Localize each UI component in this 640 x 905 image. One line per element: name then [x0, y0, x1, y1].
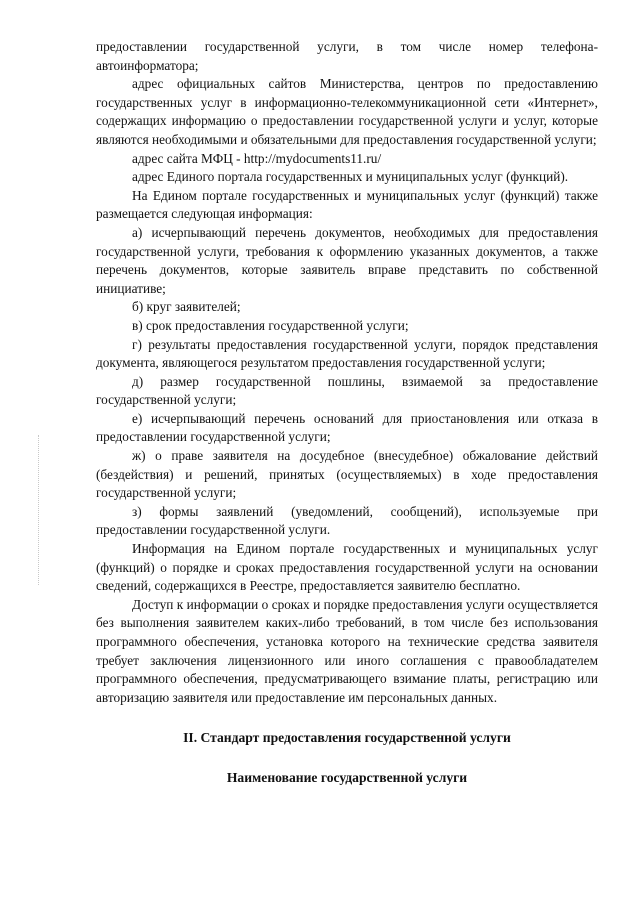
paragraph: а) исчерпывающий перечень документов, необходимых для предоставления государственной услуги, требования к оформлению указанных документов, а также перечень документов, которые заявитель вправе представить по собственной инициативе; — [96, 224, 598, 296]
paragraph: б) круг заявителей; — [132, 299, 241, 315]
paragraph: д) размер государственной пошлины, взимаемой за предоставление государственной услуги; — [96, 373, 598, 408]
paragraph: в) срок предоставления государственной услуги; — [132, 317, 409, 333]
paragraph: предоставлении государственной услуги, в том числе номер телефона-автоинформатора; — [96, 39, 598, 73]
paragraph: адрес официальных сайтов Министерства, центров по предоставлению государственных услуг в информационно-телекоммуникационной сети «Интернет», содержащих информацию о предоставлении государственной услуги и услуг, которые являются необходимыми и обязательными для предоставления государственной услуги; — [96, 76, 598, 147]
paragraph: ж) о праве заявителя на досудебное (внесудебное) обжалование действий (бездействия) и решений, принятых (осуществляемых) в ходе предоставления государственной услуги; — [96, 448, 598, 501]
paragraph: з) формы заявлений (уведомлений, сообщений), используемые при предоставлении государственной услуги. — [96, 503, 598, 538]
paragraph: адрес сайта МФЦ - http://mydocuments11.ru/ — [132, 150, 382, 166]
document-body — [96, 38, 598, 707]
document-page — [96, 38, 598, 788]
paragraph: На Едином портале государственных и муниципальных услуг (функций) также размещается следующая информация: — [96, 187, 598, 222]
paragraph: е) исчерпывающий перечень оснований для приостановления или отказа в предоставлении государственной услуги; — [96, 410, 598, 445]
scan-margin-mark — [38, 435, 40, 585]
subsection-heading: Наименование государственной услуги — [226, 769, 468, 785]
paragraph: г) результаты предоставления государственной услуги, порядок представления документа, являющегося результатом предоставления государственной услуги; — [96, 336, 598, 371]
paragraph: Доступ к информации о сроках и порядке предоставления услуги осуществляется без выполнения заявителем каких-либо требований, в том числе без использования программного обеспечения, установка которого на технические средства заявителя требует заключения лицензионного или иного соглашения с правообладателем программного обеспечения, предусматривающего взимание платы, регистрацию или авторизацию заявителя или предоставление им персональных данных. — [96, 596, 598, 705]
section-heading: II. Стандарт предоставления государственной услуги — [183, 730, 511, 746]
paragraph: Информация на Едином портале государственных и муниципальных услуг (функций) о порядке и сроках предоставления государственной услуги на основании сведений, содержащихся в Реестре, предоставляется заявителю бесплатно. — [96, 541, 598, 594]
paragraph: адрес Единого портала государственных и муниципальных услуг (функций). — [132, 169, 569, 185]
